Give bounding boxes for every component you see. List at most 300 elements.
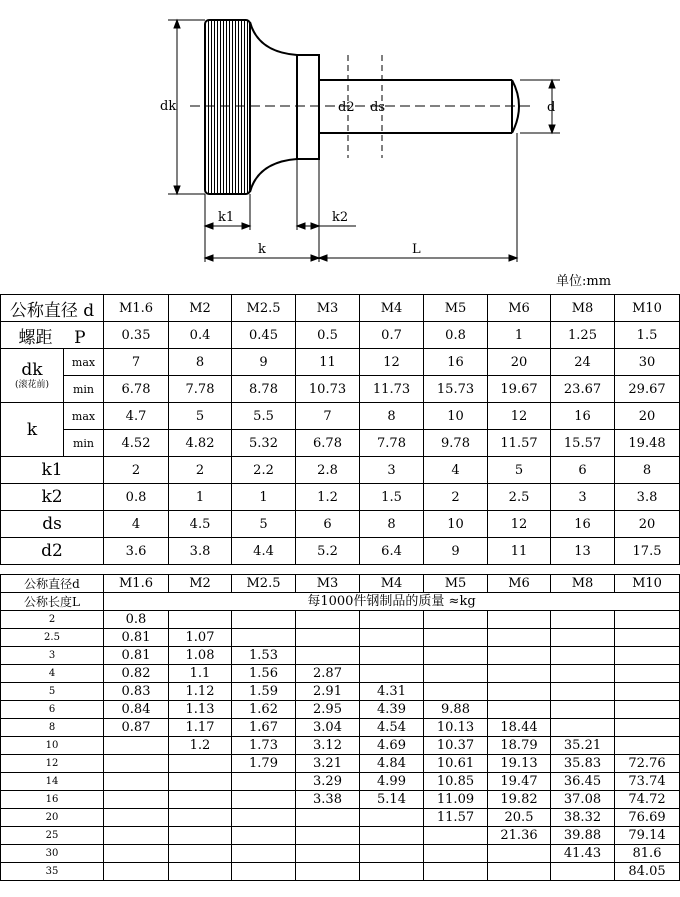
weight-cell	[551, 647, 615, 665]
weight-cell	[169, 611, 232, 629]
value-cell: 6.4	[360, 538, 424, 565]
value-cell: 7	[104, 349, 169, 376]
label-k1: k1	[218, 210, 235, 225]
weight-cell	[169, 845, 232, 863]
value-cell: 5	[169, 403, 232, 430]
weight-cell	[488, 683, 551, 701]
weight-row	[1, 827, 680, 845]
d2-label: d2	[1, 538, 104, 565]
weight-cell: 73.74	[615, 773, 680, 791]
weight-cell	[104, 809, 169, 827]
length-cell: 4	[1, 665, 104, 683]
size-cell: M4	[360, 295, 424, 322]
weight-cell	[360, 827, 424, 845]
weight-cell	[488, 665, 551, 683]
weight-cell	[232, 809, 296, 827]
value-cell: 19.48	[615, 430, 680, 457]
value-cell: 1.2	[296, 484, 360, 511]
weight-cell: 1.73	[232, 737, 296, 755]
length-cell: 8	[1, 719, 104, 737]
k-label: k	[1, 403, 64, 457]
weight-cell: 38.32	[551, 809, 615, 827]
weight-cell	[551, 665, 615, 683]
weight-cell: 0.8	[104, 611, 169, 629]
size-cell: M5	[424, 575, 488, 593]
weight-cell: 35.83	[551, 755, 615, 773]
value-cell: 15.57	[551, 430, 615, 457]
weight-cell: 1.17	[169, 719, 232, 737]
value-cell: 3.8	[615, 484, 680, 511]
weight-cell	[296, 809, 360, 827]
value-cell: 0.7	[360, 322, 424, 349]
value-cell: 7.78	[169, 376, 232, 403]
weight-cell	[551, 719, 615, 737]
weight-caption: 每1000件钢制品的质量 ≈kg	[104, 593, 680, 611]
size-cell: M10	[615, 575, 680, 593]
weight-cell	[360, 809, 424, 827]
dk-label: dk	[21, 360, 43, 380]
weight-cell: 4.69	[360, 737, 424, 755]
weight-row	[1, 737, 680, 755]
weight-cell	[296, 863, 360, 881]
value-cell: 2.2	[232, 457, 296, 484]
ds-row	[1, 511, 680, 538]
value-cell: 0.45	[232, 322, 296, 349]
label-d2: d2	[338, 100, 355, 115]
weight-cell	[488, 611, 551, 629]
weight-cell	[424, 629, 488, 647]
weight-cell	[296, 611, 360, 629]
length-cell: 5	[1, 683, 104, 701]
weight-cell	[615, 701, 680, 719]
weight-cell	[360, 863, 424, 881]
weight-cell	[424, 863, 488, 881]
weight-row	[1, 773, 680, 791]
weight-row	[1, 845, 680, 863]
weight-cell: 4.84	[360, 755, 424, 773]
size-cell: M2.5	[232, 575, 296, 593]
weight-cell: 9.88	[424, 701, 488, 719]
weight-cell: 1.2	[169, 737, 232, 755]
weight-cell: 1.08	[169, 647, 232, 665]
weight-cell: 0.87	[104, 719, 169, 737]
value-cell: 3	[360, 457, 424, 484]
value-cell: 5	[488, 457, 551, 484]
weight-header-row	[1, 575, 680, 593]
weight-cell: 3.12	[296, 737, 360, 755]
weight-cell: 4.99	[360, 773, 424, 791]
ds-label: ds	[1, 511, 104, 538]
weight-cell	[360, 611, 424, 629]
length-cell: 6	[1, 701, 104, 719]
weight-cell: 19.82	[488, 791, 551, 809]
weight-cell: 0.81	[104, 629, 169, 647]
weight-cell	[296, 629, 360, 647]
weight-cell: 3.29	[296, 773, 360, 791]
weight-cell: 36.45	[551, 773, 615, 791]
nominal-diameter-header: 公称直径 d	[1, 295, 104, 322]
value-cell: 8.78	[232, 376, 296, 403]
value-cell: 1.5	[360, 484, 424, 511]
max-label: max	[64, 349, 104, 376]
pitch-label-cell	[1, 322, 104, 349]
value-cell: 16	[551, 511, 615, 538]
weight-cell	[296, 647, 360, 665]
weight-cell	[232, 827, 296, 845]
weight-cell	[232, 845, 296, 863]
weight-cell	[169, 791, 232, 809]
weight-cell: 3.04	[296, 719, 360, 737]
size-cell: M1.6	[104, 575, 169, 593]
size-cell: M8	[551, 295, 615, 322]
weight-caption-row	[1, 593, 680, 611]
weight-cell	[232, 791, 296, 809]
value-cell: 12	[488, 403, 551, 430]
value-cell: 6.78	[296, 430, 360, 457]
weight-cell	[169, 863, 232, 881]
weight-cell	[104, 773, 169, 791]
weight-cell	[169, 773, 232, 791]
value-cell: 5.5	[232, 403, 296, 430]
weight-cell	[232, 629, 296, 647]
k-min-row	[1, 430, 680, 457]
value-cell: 3.8	[169, 538, 232, 565]
length-cell: 14	[1, 773, 104, 791]
weight-cell	[615, 629, 680, 647]
value-cell: 1	[169, 484, 232, 511]
value-cell: 5.2	[296, 538, 360, 565]
value-cell: 1.25	[551, 322, 615, 349]
weight-cell: 1.79	[232, 755, 296, 773]
weight-cell	[551, 683, 615, 701]
weight-cell: 1.12	[169, 683, 232, 701]
weight-row	[1, 647, 680, 665]
weight-cell: 74.72	[615, 791, 680, 809]
value-cell: 10.73	[296, 376, 360, 403]
value-cell: 1	[488, 322, 551, 349]
value-cell: 16	[551, 403, 615, 430]
length-cell: 35	[1, 863, 104, 881]
weight-cell: 84.05	[615, 863, 680, 881]
value-cell: 11.57	[488, 430, 551, 457]
value-cell: 9	[424, 538, 488, 565]
k1-label: k1	[1, 457, 104, 484]
size-cell: M2	[169, 295, 232, 322]
weight-cell: 10.85	[424, 773, 488, 791]
weight-cell	[104, 845, 169, 863]
weight-cell	[296, 845, 360, 863]
nominal-length-header: 公称长度L	[1, 593, 104, 611]
weight-cell	[169, 827, 232, 845]
weight-cell	[551, 629, 615, 647]
weight-cell: 18.44	[488, 719, 551, 737]
value-cell: 16	[424, 349, 488, 376]
weight-cell: 0.81	[104, 647, 169, 665]
weight-cell	[615, 665, 680, 683]
value-cell: 4.4	[232, 538, 296, 565]
weight-cell	[232, 863, 296, 881]
value-cell: 1	[232, 484, 296, 511]
size-cell: M3	[296, 575, 360, 593]
value-cell: 0.8	[104, 484, 169, 511]
weight-cell: 5.14	[360, 791, 424, 809]
weight-cell	[488, 701, 551, 719]
weight-cell: 3.21	[296, 755, 360, 773]
weight-cell: 1.67	[232, 719, 296, 737]
value-cell: 29.67	[615, 376, 680, 403]
min-label: min	[64, 430, 104, 457]
value-cell: 7.78	[360, 430, 424, 457]
size-cell: M2.5	[232, 295, 296, 322]
value-cell: 12	[488, 511, 551, 538]
length-cell: 2.5	[1, 629, 104, 647]
weight-cell: 81.6	[615, 845, 680, 863]
value-cell: 11.73	[360, 376, 424, 403]
value-cell: 15.73	[424, 376, 488, 403]
screw-outline	[205, 20, 519, 194]
weight-cell	[169, 809, 232, 827]
weight-cell	[615, 719, 680, 737]
value-cell: 2	[169, 457, 232, 484]
weight-cell	[424, 683, 488, 701]
value-cell: 20	[615, 511, 680, 538]
weight-cell: 1.13	[169, 701, 232, 719]
value-cell: 6	[296, 511, 360, 538]
value-cell: 4	[424, 457, 488, 484]
max-label: max	[64, 403, 104, 430]
weight-cell	[424, 845, 488, 863]
length-cell: 16	[1, 791, 104, 809]
value-cell: 12	[360, 349, 424, 376]
knurled-thumb-screw-drawing	[0, 0, 680, 270]
spec-header-row	[1, 295, 680, 322]
k1-row	[1, 457, 680, 484]
weight-cell: 1.53	[232, 647, 296, 665]
length-cell: 30	[1, 845, 104, 863]
weight-cell: 41.43	[551, 845, 615, 863]
size-cell: M10	[615, 295, 680, 322]
weight-cell	[424, 611, 488, 629]
weight-nominal-diameter-header: 公称直径d	[1, 575, 104, 593]
weight-cell	[615, 737, 680, 755]
weight-cell	[424, 827, 488, 845]
value-cell: 3.6	[104, 538, 169, 565]
dk-max-row	[1, 349, 680, 376]
weight-cell	[104, 863, 169, 881]
weight-cell	[424, 647, 488, 665]
weight-cell: 10.37	[424, 737, 488, 755]
length-cell: 10	[1, 737, 104, 755]
weight-row	[1, 701, 680, 719]
weight-cell	[360, 647, 424, 665]
value-cell: 17.5	[615, 538, 680, 565]
value-cell: 2	[104, 457, 169, 484]
value-cell: 0.5	[296, 322, 360, 349]
value-cell: 20	[488, 349, 551, 376]
weight-cell: 37.08	[551, 791, 615, 809]
weight-row	[1, 863, 680, 881]
weight-cell	[615, 683, 680, 701]
value-cell: 30	[615, 349, 680, 376]
pitch-symbol: P	[74, 327, 86, 348]
weight-cell: 11.57	[424, 809, 488, 827]
d2-row	[1, 538, 680, 565]
weight-row	[1, 755, 680, 773]
label-k2: k2	[332, 210, 349, 225]
weight-table	[0, 574, 680, 881]
value-cell: 4.82	[169, 430, 232, 457]
weight-row	[1, 611, 680, 629]
value-cell: 6.78	[104, 376, 169, 403]
value-cell: 11	[488, 538, 551, 565]
weight-cell: 76.69	[615, 809, 680, 827]
weight-cell	[615, 647, 680, 665]
weight-row	[1, 665, 680, 683]
value-cell: 5	[232, 511, 296, 538]
value-cell: 0.8	[424, 322, 488, 349]
weight-cell: 1.1	[169, 665, 232, 683]
weight-cell: 1.07	[169, 629, 232, 647]
weight-cell	[104, 737, 169, 755]
weight-cell: 79.14	[615, 827, 680, 845]
dk-min-row	[1, 376, 680, 403]
size-cell: M6	[488, 295, 551, 322]
length-cell: 2	[1, 611, 104, 629]
weight-cell	[488, 845, 551, 863]
weight-cell: 72.76	[615, 755, 680, 773]
label-k: k	[258, 242, 266, 257]
weight-cell	[551, 701, 615, 719]
value-cell: 10	[424, 511, 488, 538]
weight-row	[1, 809, 680, 827]
weight-cell: 10.13	[424, 719, 488, 737]
weight-cell: 3.38	[296, 791, 360, 809]
value-cell: 8	[360, 403, 424, 430]
label-dk: dk	[160, 99, 177, 114]
weight-cell	[360, 665, 424, 683]
size-cell: M8	[551, 575, 615, 593]
weight-cell: 2.95	[296, 701, 360, 719]
min-label: min	[64, 376, 104, 403]
k2-label: k2	[1, 484, 104, 511]
weight-row	[1, 683, 680, 701]
weight-cell: 1.59	[232, 683, 296, 701]
weight-cell	[104, 827, 169, 845]
weight-cell: 1.62	[232, 701, 296, 719]
value-cell: 5.32	[232, 430, 296, 457]
value-cell: 0.35	[104, 322, 169, 349]
size-cell: M6	[488, 575, 551, 593]
weight-cell: 0.82	[104, 665, 169, 683]
dk-note: (滚花前)	[14, 380, 50, 390]
value-cell: 19.67	[488, 376, 551, 403]
value-cell: 3	[551, 484, 615, 511]
weight-cell	[232, 611, 296, 629]
weight-cell: 10.61	[424, 755, 488, 773]
weight-cell: 2.87	[296, 665, 360, 683]
value-cell: 20	[615, 403, 680, 430]
weight-cell	[104, 755, 169, 773]
pitch-row	[1, 322, 680, 349]
weight-cell	[296, 827, 360, 845]
weight-cell: 35.21	[551, 737, 615, 755]
length-cell: 12	[1, 755, 104, 773]
value-cell: 8	[615, 457, 680, 484]
size-cell: M1.6	[104, 295, 169, 322]
weight-cell: 0.83	[104, 683, 169, 701]
value-cell: 24	[551, 349, 615, 376]
value-cell: 13	[551, 538, 615, 565]
weight-cell: 11.09	[424, 791, 488, 809]
size-cell: M3	[296, 295, 360, 322]
size-cell: M5	[424, 295, 488, 322]
weight-cell: 19.13	[488, 755, 551, 773]
weight-cell: 4.54	[360, 719, 424, 737]
k-max-row	[1, 403, 680, 430]
value-cell: 4.52	[104, 430, 169, 457]
value-cell: 7	[296, 403, 360, 430]
value-cell: 4.7	[104, 403, 169, 430]
weight-cell	[615, 611, 680, 629]
label-ds: ds	[370, 100, 385, 115]
label-d: d	[547, 100, 556, 115]
weight-row	[1, 629, 680, 647]
weight-cell: 21.36	[488, 827, 551, 845]
spec-table	[0, 294, 680, 565]
value-cell: 0.4	[169, 322, 232, 349]
weight-cell: 18.79	[488, 737, 551, 755]
value-cell: 8	[360, 511, 424, 538]
weight-cell	[551, 611, 615, 629]
value-cell: 2.5	[488, 484, 551, 511]
value-cell: 11	[296, 349, 360, 376]
weight-cell: 1.56	[232, 665, 296, 683]
weight-row	[1, 719, 680, 737]
k2-row	[1, 484, 680, 511]
size-cell: M2	[169, 575, 232, 593]
weight-cell	[169, 755, 232, 773]
value-cell: 4.5	[169, 511, 232, 538]
label-L: L	[412, 242, 421, 257]
value-cell: 2	[424, 484, 488, 511]
value-cell: 9.78	[424, 430, 488, 457]
weight-cell: 0.84	[104, 701, 169, 719]
weight-cell: 19.47	[488, 773, 551, 791]
value-cell: 2.8	[296, 457, 360, 484]
value-cell: 4	[104, 511, 169, 538]
weight-cell	[488, 863, 551, 881]
weight-cell: 4.39	[360, 701, 424, 719]
value-cell: 1.5	[615, 322, 680, 349]
size-cell: M4	[360, 575, 424, 593]
weight-cell: 4.31	[360, 683, 424, 701]
value-cell: 9	[232, 349, 296, 376]
weight-cell	[104, 791, 169, 809]
weight-cell: 2.91	[296, 683, 360, 701]
length-cell: 25	[1, 827, 104, 845]
weight-cell	[360, 845, 424, 863]
weight-cell	[488, 629, 551, 647]
length-cell: 20	[1, 809, 104, 827]
weight-row	[1, 791, 680, 809]
weight-cell: 20.5	[488, 809, 551, 827]
weight-cell	[360, 629, 424, 647]
unit-label: 单位:mm	[556, 274, 612, 289]
length-cell: 3	[1, 647, 104, 665]
weight-cell	[424, 665, 488, 683]
weight-cell: 39.88	[551, 827, 615, 845]
dk-label-cell	[1, 349, 64, 403]
